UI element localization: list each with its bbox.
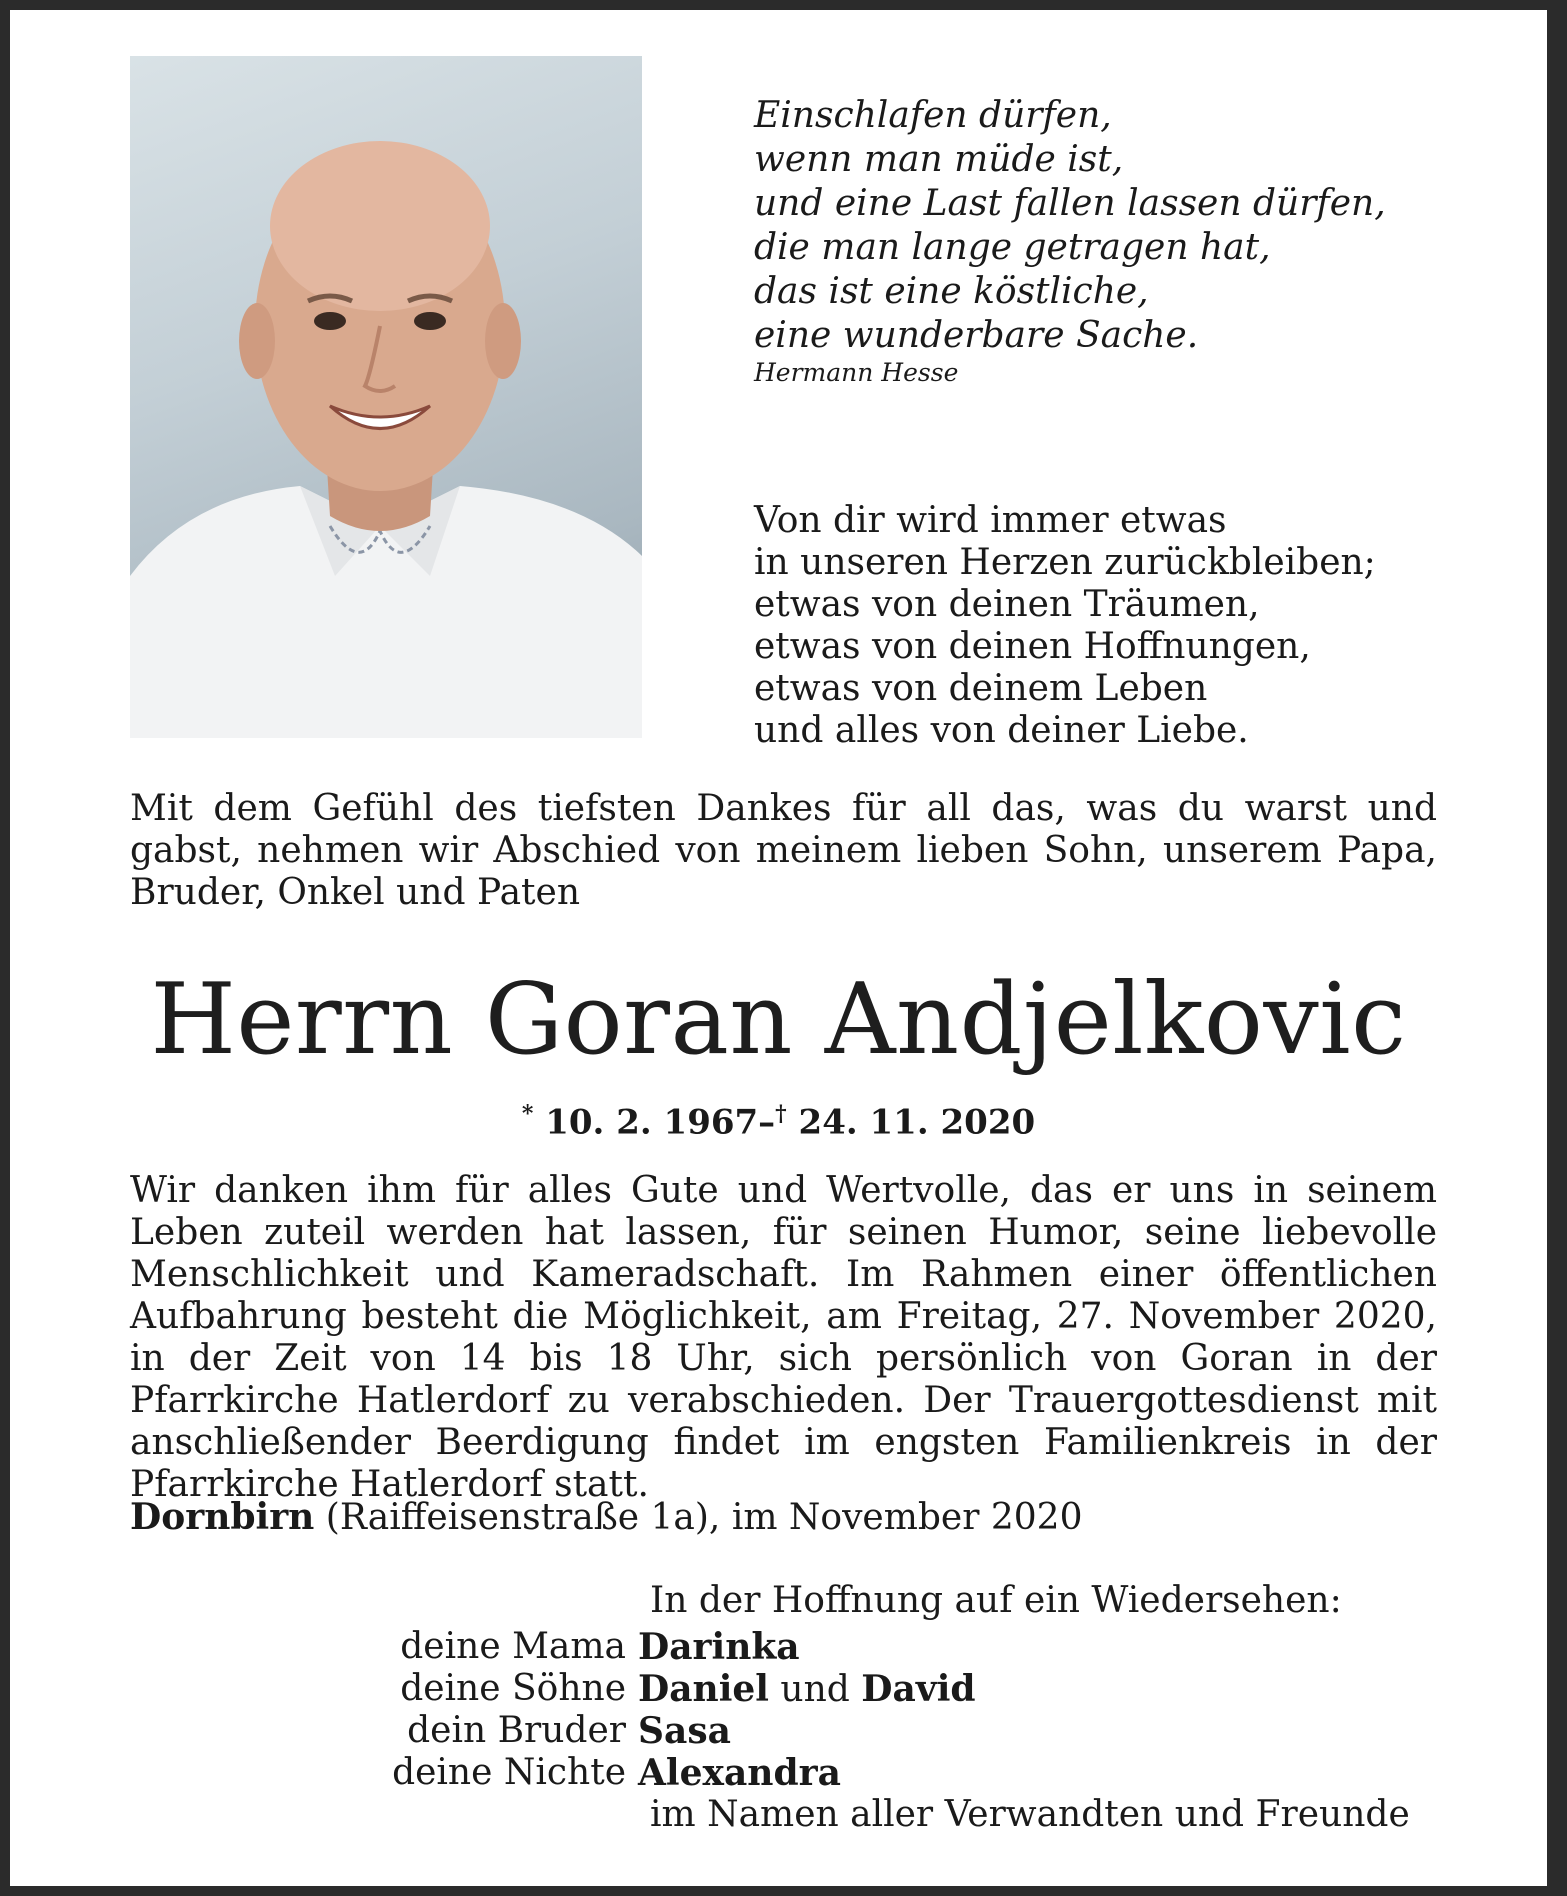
place-and-date — [130, 1496, 1083, 1539]
date-separator: – — [758, 1102, 776, 1143]
family-role: deine Nichte — [392, 1752, 626, 1793]
family-member-name: Sasa — [638, 1710, 731, 1752]
portrait-photo — [130, 56, 642, 738]
birth-date: 10. 2. 1967 — [545, 1102, 759, 1143]
place-rest: (Raiffeisenstraße 1a), im November 2020 — [314, 1497, 1083, 1538]
family-member-name: Darinka — [638, 1626, 800, 1668]
family-role: deine Söhne — [400, 1668, 626, 1709]
family-member-name: David — [861, 1668, 976, 1710]
verse-line: etwas von deinen Hoffnungen, — [754, 626, 1311, 667]
family-role: deine Mama — [400, 1626, 626, 1667]
verse-line: etwas von deinem Leben — [754, 668, 1208, 709]
death-symbol: † — [775, 1101, 787, 1127]
quote-line: Einschlafen dürfen, — [754, 95, 1112, 136]
family-role: dein Bruder — [407, 1710, 626, 1751]
verse-line: Von dir wird immer etwas — [754, 500, 1227, 541]
deceased-name: Herrn Goran Andjelkovic — [150, 963, 1407, 1077]
quote-author: Hermann Hesse — [754, 358, 959, 387]
verse-line: etwas von deinen Träumen, — [754, 584, 1260, 625]
quote-line: und eine Last fallen lassen dürfen, — [754, 183, 1386, 224]
family-row — [130, 1710, 1530, 1752]
portrait-illustration — [130, 56, 642, 738]
death-date: 24. 11. 2020 — [798, 1102, 1036, 1143]
quote-line: wenn man müde ist, — [754, 139, 1124, 180]
verse-line: in unseren Herzen zurückbleiben; — [754, 542, 1376, 583]
family-member-name: Daniel — [638, 1668, 769, 1710]
family-row — [130, 1752, 1530, 1794]
farewell-intro: Mit dem Gefühl des tiefsten Dankes für all das, was du warst und gabst, nehmen wir Abschied von meinem lieben Sohn, unserem Papa, Bruder, Onkel und Paten — [130, 788, 1437, 913]
verse-line: und alles von deiner Liebe. — [754, 710, 1249, 751]
quote-line: die man lange getragen hat, — [754, 227, 1271, 268]
family-row — [130, 1668, 1530, 1710]
family-row — [130, 1626, 1530, 1668]
life-dates — [10, 1092, 1547, 1144]
funeral-details: Wir danken ihm für alles Gute und Wertvolle, das er uns in seinem Leben zuteil werden hat lassen, für seinen Humor, seine liebevolle Menschlichkeit und Kameradschaft. Im Rahmen einer öffentlichen Aufbahrung besteht die Möglichkeit, am Freitag, 27. November 2020, in der Zeit von 14 bis 18 Uhr, sich persönlich von Goran in der Pfarrkirche Hatlerdorf zu verabschieden. Der Trauergottesdienst mit anschließender Beerdigung findet im engsten Familienkreis in der Pfarrkirche Hatlerdorf statt. — [130, 1170, 1437, 1505]
family-member-name: Alexandra — [638, 1752, 841, 1794]
memorial-verse — [754, 500, 1474, 752]
obituary-page — [10, 10, 1547, 1886]
birth-symbol: * — [521, 1101, 534, 1127]
closing-line: im Namen aller Verwandten und Freunde — [650, 1794, 1410, 1835]
hope-line: In der Hoffnung auf ein Wiedersehen: — [650, 1580, 1342, 1621]
place-city: Dornbirn — [130, 1496, 315, 1538]
quote-line: eine wunderbare Sache. — [754, 315, 1199, 356]
family-conjunction: und — [768, 1669, 862, 1710]
hesse-quote — [754, 94, 1454, 358]
family-list — [130, 1626, 1530, 1794]
quote-line: das ist eine köstliche, — [754, 271, 1149, 312]
